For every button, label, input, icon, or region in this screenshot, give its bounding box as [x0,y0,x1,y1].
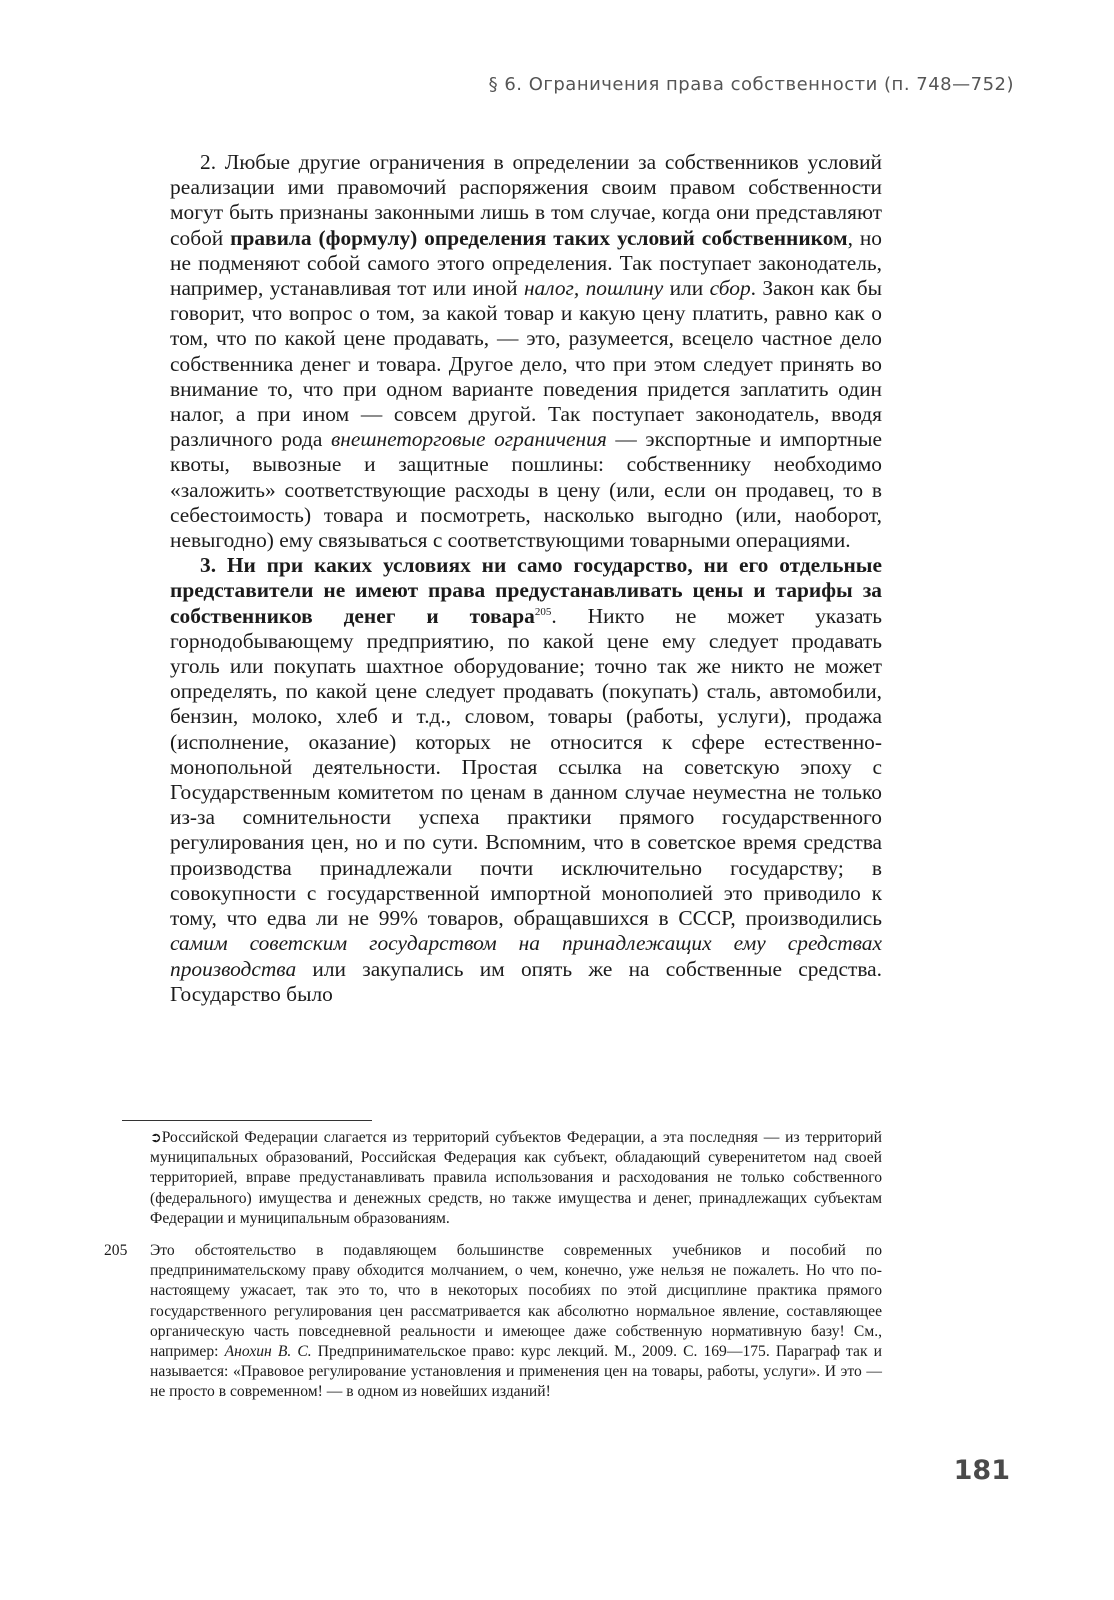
footnote-number: 205 [104,1242,128,1260]
paragraph-2-text: . Закон как бы говорит, что вопрос о том, за какой товар и какую цену платить, равно как о том, что по какой цене продавать, — это, разумеется, всецело частное дело собственника денег и товара. Другое дело, что при этом следует принять во внимание то, что при одном варианте поведения придется заплатить один налог, а при ином — совсем другой. Так поступает законодатель, вводя различного рода [170,276,882,452]
paragraph-2-italic-term: налог, пошлину [523,276,664,301]
footnote-205-text: Это обстоятельство в подавляющем большинстве современных учебников и пособий по предпринимательскому праву обходится молчанием, о чем, конечно, уже нельзя не пожалеть. Но что по-настоящему ужасает, так это то, что в некоторых пособиях по этой дисциплине практика прямого государственного регулирования цен рассматривается как абсолютно нормальное явление, составляющее органическую часть повседневной реальности и имеющее даже собственную нормативную базу! См., например: [150,1242,882,1361]
paragraph-3-text: или закупались им опять же на собственные средства. Государство было [170,956,882,1006]
footnote-separator [122,1120,372,1121]
footnote-ref-205[interactable]: 205 [534,605,552,618]
page-number: 181 [953,1455,1010,1486]
paragraph-3 [170,553,882,1007]
paragraph-2-italic-term: сбор [709,276,751,301]
paragraph-2-bold-term: правила (формулу) определения таких условий собственником [230,225,848,250]
paragraph-3-italic-term: самим советским государством на принадлежащих ему средствах производства [170,931,882,981]
footnote-205-author: Анохин В. С. [224,1343,312,1361]
footnote-205-text: Предпринимательское право: курс лекций. М., 2009. С. 169—175. Параграф так и называется: «Правовое регулирование установления и применения цен на товары, работы, услуги». И это — не просто в современном! — в одном из новейших изданий! [150,1343,882,1401]
paragraph-2-text: , но не подменяют собой самого этого определения. Так поступает законодатель, например, устанавливая тот или иной [170,225,882,301]
paragraph-2-text: 2. Любые другие ограничения в определении за собственников условий реализации ими правомочий распоряжения своим правом собственности могут быть признаны законными лишь в том случае, когда они представляют собой [170,150,882,250]
paragraph-2-text: — экспортные и импортные квоты, вывозные и защитные пошлины: собственнику необходимо «заложить» соответствующие расходы в цену (или, если он продавец, то в себестоимость) товара и посмотреть, насколько выгодно (или, наоборот, невыгодно) ему связываться с соответствующими товарными операциями. [170,427,882,553]
footnote-205 [104,1241,882,1403]
footnote-continuation-text: Российской Федерации слагается из территорий субъектов Федерации, а эта последняя — из территорий муниципальных образований, Российская Федерация как субъект, обладающий суверенитетом над своей территорией, вправе предустанавливать правила использования и расходования не только собственного (федерального) имущества и денежных средств, но также имущества и денег, принадлежащих субъектам Федерации и муниципальным образованиям. [150,1129,882,1227]
paragraph-3-text: . Никто не может указать горнодобывающему предприятию, по какой цене ему следует продавать уголь или покупать шахтное оборудование; точно так же никто не может определять, по какой цене следует продавать (покупать) сталь, автомобили, бензин, молоко, хлеб и т.д., словом, товары (работы, услуги), продажа (исполнение, оказание) которых не относится к сфере естественно-монопольной деятельности. Простая ссылка на советскую эпоху с Государственным комитетом по ценам в данном случае неуместна не только из-за сомнительности успеха практики прямого государственного регулирования цен, но и по сути. Вспомним, что в советское время средства производства принадлежали почти исключительно государству; в совокупности с государственной импортной монополией это приводило к тому, что едва ли не 99% товаров, обращавшихся в СССР, производились [170,603,882,931]
paragraph-2-italic-term: внешнеторговые ограничения [330,427,607,452]
footnote-continuation [104,1128,882,1229]
continuation-arrow-icon: ➲ [150,1130,162,1146]
paragraph-3-bold-thesis: 3. Ни при каких условиях ни само государство, ни его отдельные представители не имеют права предустанавливать цены и тарифы за собственников денег и товара [170,553,882,628]
main-text [170,150,882,1007]
paragraph-2 [170,150,882,553]
paragraph-2-text: или [663,276,710,301]
running-head: § 6. Ограничения права собственности (п. 748—752) [488,74,1014,95]
footnotes [104,1128,882,1403]
